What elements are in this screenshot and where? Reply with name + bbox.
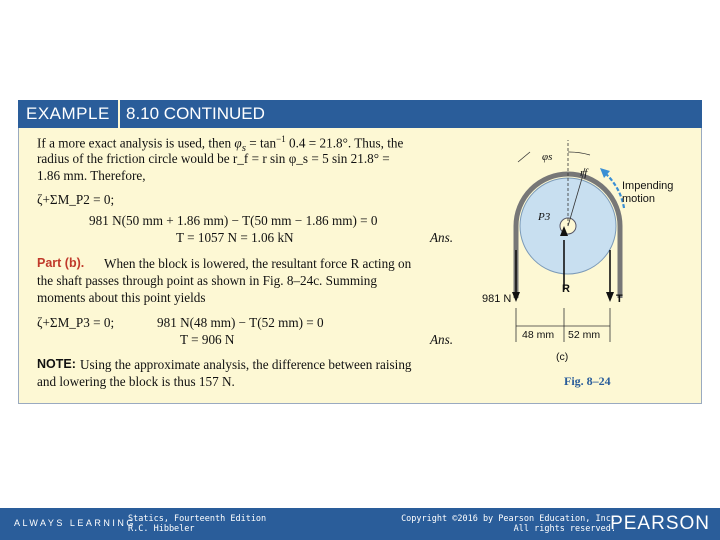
left-force-label: 981 N	[482, 293, 512, 305]
equation-1-result: T = 1057 N = 1.06 kN	[176, 230, 294, 245]
equation-1: 981 N(50 mm + 1.86 mm) − T(50 mm − 1.86 mm) = 0	[89, 213, 378, 228]
p3-label: P3	[538, 211, 551, 223]
pearson-logo: PEARSON	[610, 513, 710, 534]
always-learning-label: ALWAYS LEARNING	[14, 518, 136, 528]
header-divider	[118, 100, 120, 128]
impending-label-2: motion	[622, 193, 656, 205]
footer-bar	[0, 508, 720, 540]
equation-2-result: T = 906 N	[180, 332, 235, 347]
part-b-text-1: When the block is lowered, the resultant force R acting on	[104, 256, 412, 271]
note-text-1: Using the approximate analysis, the difference between raising	[80, 357, 412, 372]
sub-label: (c)	[556, 351, 569, 363]
part-b-text-2: the shaft passes through point as shown in Fig. 8–24c. Summing	[37, 273, 377, 288]
copyright-line-1: Copyright ©2016 by Pearson Education, Inc.	[401, 514, 616, 524]
phi-label: φs	[542, 151, 553, 163]
part-b-label: Part (b).	[37, 256, 85, 270]
book-author: R.C. Hibbeler	[128, 524, 195, 534]
book-title: Statics, Fourteenth Edition	[128, 514, 267, 524]
example-header	[18, 100, 702, 128]
dim-left-label: 48 mm	[522, 329, 555, 341]
equation-2: 981 N(48 mm) − T(52 mm) = 0	[157, 315, 324, 330]
book-info	[128, 514, 266, 534]
text-line-1: If a more exact analysis is used, then $\varphi_s = \tan^{-1} 0.4 = 21.8^\circ$. Thus, the	[37, 134, 404, 155]
phi-leader	[518, 152, 530, 162]
note-label: NOTE:	[37, 357, 76, 371]
rf-label: rf	[580, 167, 588, 179]
answer-label-1: Ans.	[430, 230, 454, 245]
figure-caption: Fig. 8–24	[564, 374, 611, 388]
phi-arc	[568, 152, 590, 155]
tension-arrowhead	[606, 292, 614, 302]
note-text-2: and lowering the block is thus 157 N.	[37, 374, 235, 389]
text-line-2: radius of the friction circle would be r_f = r sin φ_s = 5 sin 21.8° =	[37, 151, 390, 166]
answer-label-2: Ans.	[430, 332, 454, 347]
impending-arrowhead	[600, 168, 610, 178]
text-line-3: 1.86 mm. Therefore,	[37, 168, 146, 183]
copyright-line-2: All rights reserved.	[513, 524, 616, 534]
impending-label-1: Impending	[622, 180, 674, 192]
t-label: T	[616, 293, 623, 305]
copyright	[401, 514, 616, 534]
equation-1-label: ζ+ΣM_P2 = 0;	[37, 192, 115, 207]
r-label: R	[562, 283, 570, 295]
figure-8-24c	[470, 130, 700, 398]
dim-right-label: 52 mm	[568, 329, 601, 341]
equation-2-label: ζ+ΣM_P3 = 0;	[37, 315, 115, 330]
example-label: EXAMPLE	[26, 104, 110, 123]
part-b-text-3: moments about this point yields	[37, 290, 206, 305]
example-number: 8.10 CONTINUED	[126, 104, 265, 123]
left-force-arrowhead	[512, 292, 520, 302]
